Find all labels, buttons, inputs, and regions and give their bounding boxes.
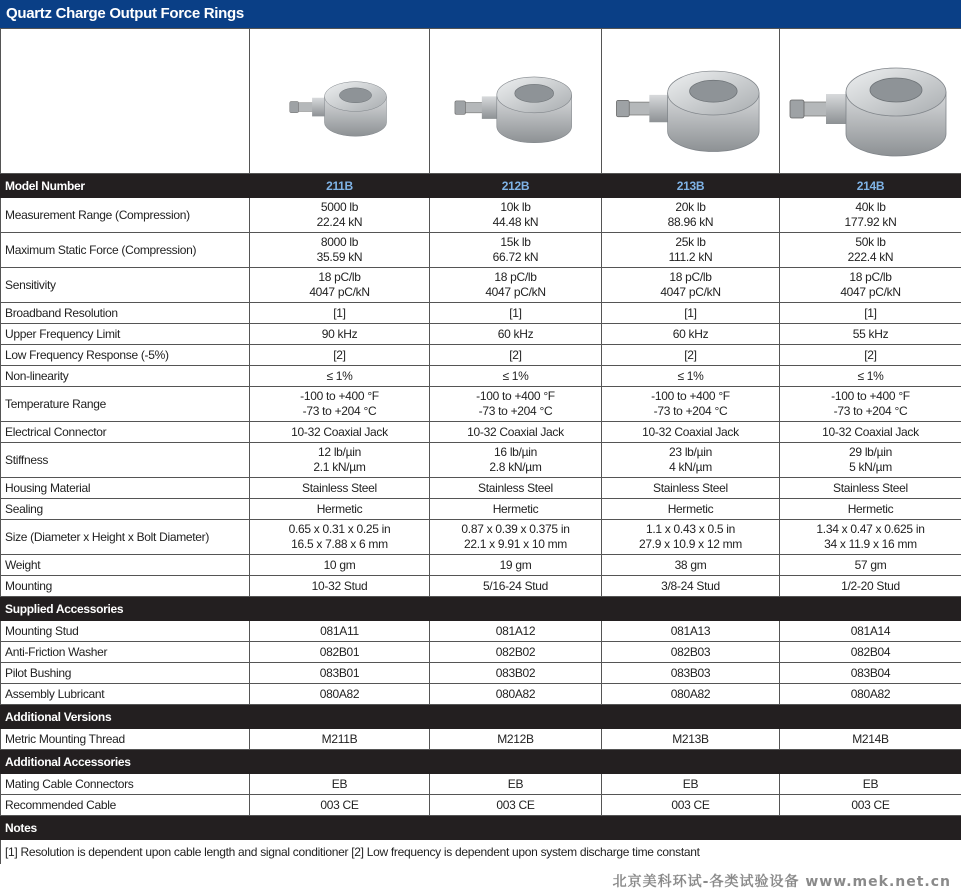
spec-value-line: 1.34 x 0.47 x 0.625 in — [816, 522, 925, 536]
accessory-row — [1, 729, 961, 750]
spec-value-line: Stainless Steel — [833, 480, 908, 495]
product-image-211b — [250, 29, 430, 174]
spec-value-line: [1] — [509, 305, 522, 320]
spec-value — [780, 520, 961, 555]
spec-label: Measurement Range (Compression) — [1, 198, 250, 233]
accessory-value: 083B04 — [780, 663, 961, 684]
notes-header — [1, 816, 961, 840]
spec-value-line: 27.9 x 10.9 x 12 mm — [638, 537, 743, 551]
spec-value — [430, 198, 602, 233]
spec-value — [250, 555, 430, 576]
spec-value — [780, 198, 961, 233]
spec-value — [430, 478, 602, 499]
accessory-value: 081A12 — [430, 621, 602, 642]
spec-value — [602, 443, 780, 478]
spec-value-line: -100 to +400 °F — [831, 389, 910, 403]
spec-value — [250, 366, 430, 387]
spec-value — [602, 576, 780, 597]
spec-value — [780, 345, 961, 366]
spec-value — [430, 576, 602, 597]
product-image-row — [1, 29, 961, 174]
accessory-label: Metric Mounting Thread — [1, 729, 250, 750]
spec-value-line: ≤ 1% — [857, 368, 884, 383]
section-header — [1, 705, 961, 729]
blank-cell — [1, 29, 250, 174]
spec-value-line: 15k lb — [500, 235, 531, 249]
spec-label: Electrical Connector — [1, 422, 250, 443]
spec-value-line: 5/16-24 Stud — [482, 578, 549, 593]
spec-value — [250, 345, 430, 366]
spec-value-line: -100 to +400 °F — [300, 389, 379, 403]
spec-value — [250, 443, 430, 478]
product-image-214b — [780, 29, 961, 174]
spec-value-line: Hermetic — [492, 501, 539, 516]
accessory-row — [1, 642, 961, 663]
spec-value — [780, 555, 961, 576]
section-title: Additional Versions — [1, 705, 961, 729]
spec-row — [1, 198, 961, 233]
spec-value-line: 60 kHz — [497, 326, 534, 341]
section-title: Supplied Accessories — [1, 597, 961, 621]
accessory-row — [1, 684, 961, 705]
spec-value-line: Stainless Steel — [653, 480, 728, 495]
accessory-value: M213B — [602, 729, 780, 750]
spec-value-line: 177.92 kN — [844, 215, 897, 229]
spec-value — [602, 366, 780, 387]
spec-value-line: -100 to +400 °F — [651, 389, 730, 403]
spec-value-line: 23 lb/µin — [669, 445, 712, 459]
accessory-value: 080A82 — [250, 684, 430, 705]
spec-label: Stiffness — [1, 443, 250, 478]
spec-value-line: Stainless Steel — [478, 480, 553, 495]
spec-value-line: 44.48 kN — [492, 215, 539, 229]
spec-value-line: 8000 lb — [320, 235, 359, 249]
spec-value-line: 18 pC/lb — [849, 270, 892, 284]
spec-value — [430, 233, 602, 268]
spec-row — [1, 478, 961, 499]
accessory-value: 081A11 — [250, 621, 430, 642]
accessory-value: 003 CE — [430, 795, 602, 816]
spec-value-line: 4047 pC/kN — [660, 285, 721, 299]
spec-value — [250, 422, 430, 443]
spec-row — [1, 520, 961, 555]
spec-value-line: ≤ 1% — [677, 368, 704, 383]
spec-value — [430, 324, 602, 345]
spec-value-line: 90 kHz — [321, 326, 358, 341]
accessory-value: 081A13 — [602, 621, 780, 642]
spec-value — [780, 443, 961, 478]
spec-value-line: 16.5 x 7.88 x 6 mm — [291, 537, 388, 551]
spec-value — [780, 324, 961, 345]
accessory-value: 080A82 — [780, 684, 961, 705]
spec-value-line: [2] — [333, 347, 346, 362]
spec-row — [1, 345, 961, 366]
spec-row — [1, 555, 961, 576]
spec-row — [1, 303, 961, 324]
page-title: Quartz Charge Output Force Rings — [0, 0, 961, 28]
spec-label: Weight — [1, 555, 250, 576]
spec-value — [780, 303, 961, 324]
spec-value-line: 50k lb — [855, 235, 886, 249]
accessory-value: M212B — [430, 729, 602, 750]
spec-value-line: 10-32 Coaxial Jack — [822, 424, 919, 439]
spec-value-line: 10-32 Coaxial Jack — [467, 424, 564, 439]
spec-value — [780, 478, 961, 499]
spec-label: Non-linearity — [1, 366, 250, 387]
spec-value-line: 19 gm — [499, 557, 532, 572]
spec-label: Size (Diameter x Height x Bolt Diameter) — [1, 520, 250, 555]
watermark: 北京美科环试-各类试验设备 www.mek.net.cn — [612, 874, 951, 890]
spec-value — [602, 478, 780, 499]
spec-value — [780, 233, 961, 268]
notes-title: Notes — [1, 816, 961, 840]
spec-value — [250, 233, 430, 268]
spec-row — [1, 387, 961, 422]
accessory-value: 003 CE — [250, 795, 430, 816]
spec-value — [602, 345, 780, 366]
accessory-row — [1, 621, 961, 642]
spec-value-line: Hermetic — [316, 501, 363, 516]
spec-value-line: 4 kN/µm — [669, 460, 712, 474]
spec-row — [1, 233, 961, 268]
accessory-label: Assembly Lubricant — [1, 684, 250, 705]
accessory-value: 080A82 — [430, 684, 602, 705]
spec-label: Temperature Range — [1, 387, 250, 422]
section-title: Additional Accessories — [1, 750, 961, 774]
spec-value-line: 3/8-24 Stud — [661, 578, 720, 593]
spec-value — [602, 198, 780, 233]
spec-label: Sensitivity — [1, 268, 250, 303]
accessory-value: M211B — [250, 729, 430, 750]
accessory-value: 082B03 — [602, 642, 780, 663]
spec-value — [430, 366, 602, 387]
spec-value-line: [1] — [684, 305, 697, 320]
spec-value-line: 38 gm — [674, 557, 707, 572]
spec-value-line: 111.2 kN — [668, 250, 713, 264]
accessory-row — [1, 774, 961, 795]
spec-value — [430, 555, 602, 576]
force-ring-icon — [434, 36, 597, 166]
spec-value — [430, 387, 602, 422]
spec-value-line: 22.24 kN — [316, 215, 363, 229]
accessory-value: 083B02 — [430, 663, 602, 684]
spec-value — [250, 520, 430, 555]
spec-value — [250, 198, 430, 233]
accessory-row — [1, 795, 961, 816]
spec-value-line: 10k lb — [500, 200, 531, 214]
spec-value-line: 88.96 kN — [667, 215, 714, 229]
spec-value — [602, 324, 780, 345]
accessory-value: 083B03 — [602, 663, 780, 684]
spec-label: Broadband Resolution — [1, 303, 250, 324]
spec-value — [602, 387, 780, 422]
spec-value — [602, 555, 780, 576]
spec-value-line: 25k lb — [675, 235, 706, 249]
spec-value-line: [2] — [684, 347, 697, 362]
force-ring-icon — [606, 36, 775, 166]
spec-value — [602, 422, 780, 443]
spec-value — [602, 499, 780, 520]
spec-value-line: 10 gm — [323, 557, 356, 572]
accessory-label: Anti-Friction Washer — [1, 642, 250, 663]
spec-label: Housing Material — [1, 478, 250, 499]
spec-value-line: 0.65 x 0.31 x 0.25 in — [288, 522, 391, 536]
accessory-value: EB — [430, 774, 602, 795]
spec-value-line: 40k lb — [855, 200, 886, 214]
spec-value — [602, 233, 780, 268]
spec-value-line: 18 pC/lb — [494, 270, 537, 284]
spec-row — [1, 443, 961, 478]
spec-value-line: 10-32 Coaxial Jack — [642, 424, 739, 439]
model-211b: 211B — [250, 174, 430, 198]
spec-label: Upper Frequency Limit — [1, 324, 250, 345]
spec-value-line: 5000 lb — [320, 200, 359, 214]
model-213b: 213B — [602, 174, 780, 198]
spec-label: Low Frequency Response (-5%) — [1, 345, 250, 366]
spec-value — [602, 303, 780, 324]
spec-value-line: -100 to +400 °F — [476, 389, 555, 403]
spec-value-line: [1] — [864, 305, 877, 320]
spec-value — [602, 520, 780, 555]
spec-value — [250, 303, 430, 324]
accessory-value: 082B04 — [780, 642, 961, 663]
spec-value-line: 4047 pC/kN — [309, 285, 370, 299]
spec-value — [250, 324, 430, 345]
accessory-value: EB — [250, 774, 430, 795]
accessory-value: EB — [602, 774, 780, 795]
model-214b: 214B — [780, 174, 961, 198]
accessory-label: Recommended Cable — [1, 795, 250, 816]
spec-label: Mounting — [1, 576, 250, 597]
spec-row — [1, 499, 961, 520]
notes-text: [1] Resolution is dependent upon cable length and signal conditioner [2] Low frequency is dependent upon system discharge time constant — [1, 840, 961, 864]
spec-value-line: ≤ 1% — [326, 368, 353, 383]
spec-value-line: 34 x 11.9 x 16 mm — [824, 537, 917, 551]
spec-value-line: 57 gm — [854, 557, 887, 572]
spec-value-line: 222.4 kN — [847, 250, 894, 264]
spec-value-line: 55 kHz — [852, 326, 889, 341]
spec-value — [430, 422, 602, 443]
spec-value — [430, 520, 602, 555]
spec-value — [780, 576, 961, 597]
spec-value — [250, 576, 430, 597]
spec-value — [430, 499, 602, 520]
spec-row — [1, 422, 961, 443]
spec-value-line: Hermetic — [667, 501, 714, 516]
spec-value — [430, 268, 602, 303]
spec-label: Maximum Static Force (Compression) — [1, 233, 250, 268]
force-ring-icon — [255, 36, 425, 166]
accessory-value: M214B — [780, 729, 961, 750]
spec-value — [780, 366, 961, 387]
spec-value-line: 1/2-20 Stud — [841, 578, 900, 593]
spec-value-line: [1] — [333, 305, 346, 320]
spec-value-line: -73 to +204 °C — [833, 404, 908, 418]
spec-value-line: 22.1 x 9.91 x 10 mm — [463, 537, 568, 551]
spec-value-line: 0.87 x 0.39 x 0.375 in — [461, 522, 570, 536]
spec-value — [780, 422, 961, 443]
spec-value-line: -73 to +204 °C — [302, 404, 377, 418]
accessory-label: Mating Cable Connectors — [1, 774, 250, 795]
spec-value-line: 20k lb — [675, 200, 706, 214]
spec-value-line: 35.59 kN — [316, 250, 363, 264]
spec-value-line: 10-32 Stud — [311, 578, 368, 593]
product-image-213b — [602, 29, 780, 174]
spec-value-line: [2] — [864, 347, 877, 362]
notes-row — [1, 840, 961, 864]
section-header — [1, 750, 961, 774]
accessory-row — [1, 663, 961, 684]
spec-value — [250, 268, 430, 303]
spec-value-line: 29 lb/µin — [849, 445, 892, 459]
accessory-value: EB — [780, 774, 961, 795]
model-212b: 212B — [430, 174, 602, 198]
spec-value — [430, 443, 602, 478]
spec-value — [250, 387, 430, 422]
spec-value-line: ≤ 1% — [502, 368, 529, 383]
accessory-value: 003 CE — [780, 795, 961, 816]
spec-value — [780, 499, 961, 520]
spec-value-line: 4047 pC/kN — [840, 285, 901, 299]
spec-value-line: 66.72 kN — [492, 250, 539, 264]
accessory-value: 003 CE — [602, 795, 780, 816]
spec-value — [780, 387, 961, 422]
spec-value — [250, 478, 430, 499]
spec-value-line: 2.1 kN/µm — [313, 460, 366, 474]
section-header — [1, 597, 961, 621]
accessory-value: 080A82 — [602, 684, 780, 705]
spec-value-line: Stainless Steel — [302, 480, 377, 495]
accessory-label: Pilot Bushing — [1, 663, 250, 684]
spec-row — [1, 366, 961, 387]
model-header-row — [1, 174, 961, 198]
spec-table — [0, 28, 961, 864]
spec-value-line: -73 to +204 °C — [478, 404, 553, 418]
spec-value — [780, 268, 961, 303]
spec-value-line: 12 lb/µin — [318, 445, 361, 459]
accessory-label: Mounting Stud — [1, 621, 250, 642]
spec-value-line: 4047 pC/kN — [485, 285, 546, 299]
spec-value — [430, 303, 602, 324]
product-image-212b — [430, 29, 602, 174]
accessory-value: 081A14 — [780, 621, 961, 642]
spec-value — [250, 499, 430, 520]
spec-value-line: [2] — [509, 347, 522, 362]
spec-value-line: 2.8 kN/µm — [489, 460, 542, 474]
spec-value — [430, 345, 602, 366]
spec-row — [1, 576, 961, 597]
spec-value-line: 10-32 Coaxial Jack — [291, 424, 388, 439]
accessory-value: 082B01 — [250, 642, 430, 663]
spec-value — [602, 268, 780, 303]
spec-row — [1, 268, 961, 303]
force-ring-icon — [786, 36, 956, 166]
spec-value-line: 18 pC/lb — [318, 270, 361, 284]
accessory-value: 082B02 — [430, 642, 602, 663]
spec-value-line: 1.1 x 0.43 x 0.5 in — [645, 522, 736, 536]
spec-value-line: Hermetic — [847, 501, 894, 516]
model-number-label: Model Number — [1, 174, 250, 198]
spec-value-line: 60 kHz — [672, 326, 709, 341]
spec-value-line: -73 to +204 °C — [653, 404, 728, 418]
spec-value-line: 5 kN/µm — [849, 460, 892, 474]
spec-value-line: 16 lb/µin — [494, 445, 537, 459]
spec-label: Sealing — [1, 499, 250, 520]
spec-row — [1, 324, 961, 345]
spec-value-line: 18 pC/lb — [669, 270, 712, 284]
accessory-value: 083B01 — [250, 663, 430, 684]
